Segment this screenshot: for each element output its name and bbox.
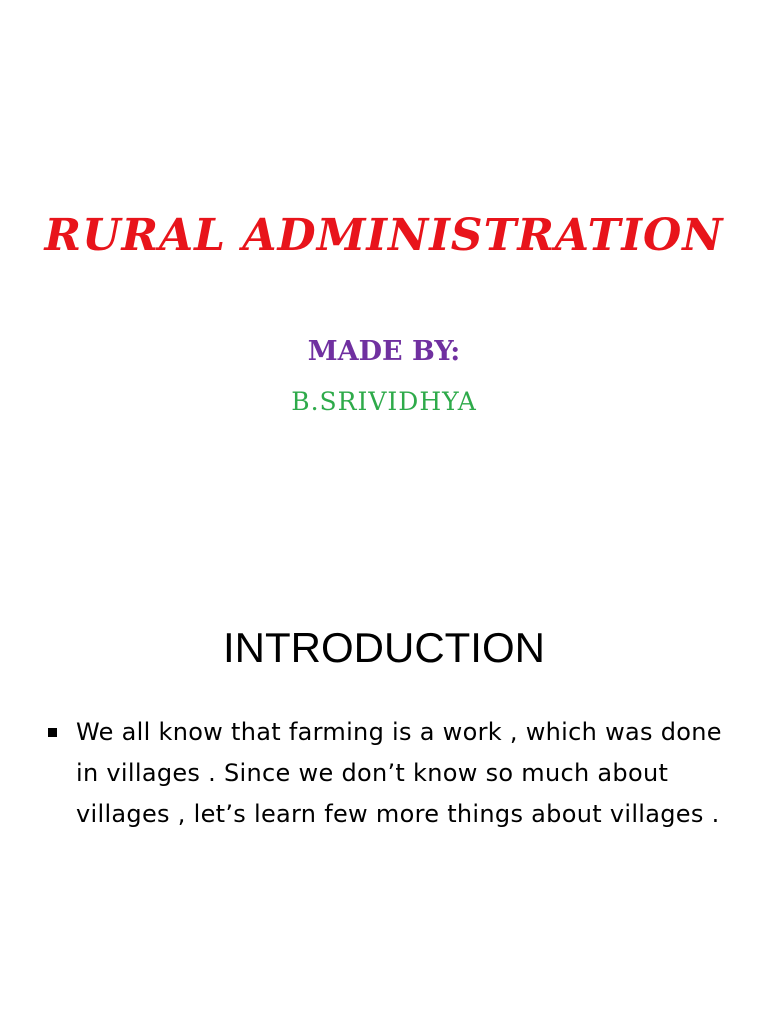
author-name: B.SRIVIDHYA [291, 387, 477, 416]
square-bullet-icon [48, 728, 57, 737]
slide-heading: INTRODUCTION [223, 624, 545, 671]
bullet-text: We all know that farming is a work , which was done in villages . Since we don’t know so much about villages , let’s learn few more things about villages . [76, 718, 722, 828]
introduction-slide [0, 576, 768, 1024]
bullet-item [40, 712, 730, 835]
bullet-list [40, 712, 730, 835]
slide-title: RURAL ADMINISTRATION [44, 210, 724, 261]
made-by-label: MADE BY: [307, 336, 461, 367]
